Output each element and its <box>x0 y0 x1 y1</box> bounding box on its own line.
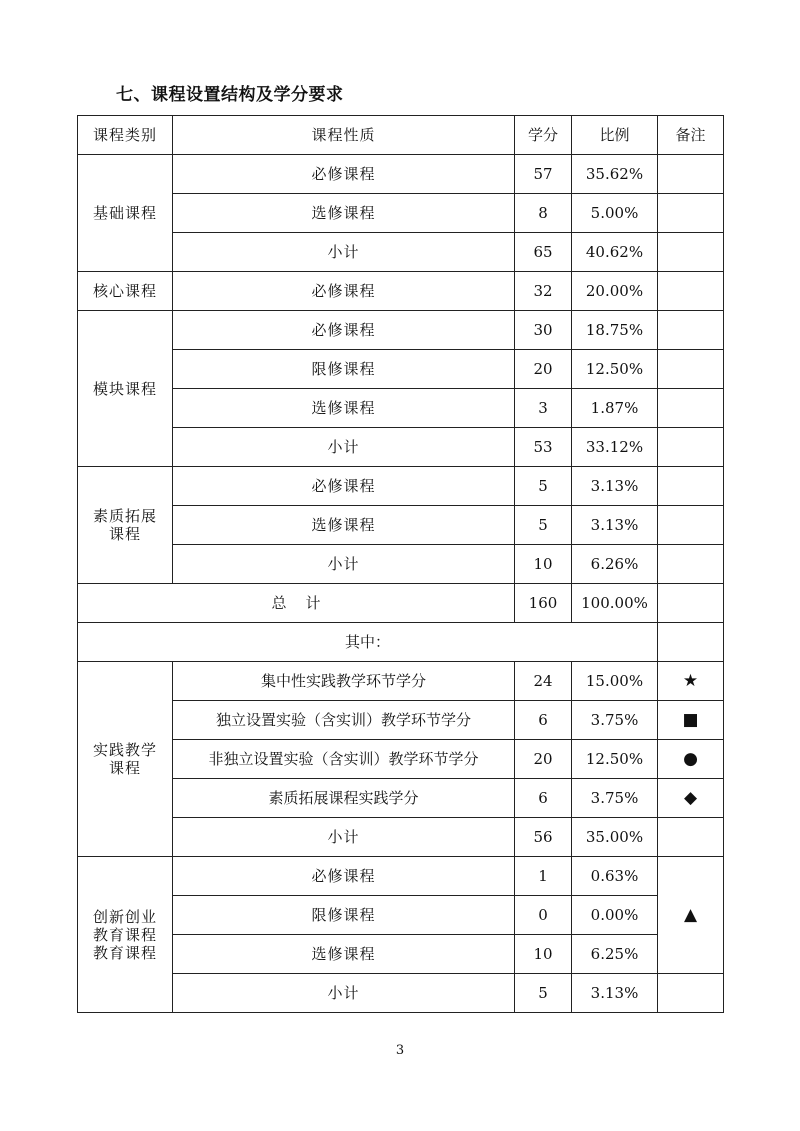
nature-cell: 必修课程 <box>173 155 515 194</box>
header-remark: 备注 <box>658 116 724 155</box>
ratio-cell: 33.12% <box>572 428 658 467</box>
credits-cell: 20 <box>515 350 572 389</box>
diamond-icon: ◆ <box>658 779 724 818</box>
nature-cell: 限修课程 <box>173 896 515 935</box>
nature-cell: 必修课程 <box>173 272 515 311</box>
remark-cell <box>658 974 724 1013</box>
nature-cell: 选修课程 <box>173 194 515 233</box>
remark-cell <box>658 467 724 506</box>
ratio-cell: 3.13% <box>572 506 658 545</box>
ratio-cell: 6.26% <box>572 545 658 584</box>
credits-cell: 6 <box>515 779 572 818</box>
table-row <box>78 350 724 389</box>
nature-cell: 独立设置实验（含实训）教学环节学分 <box>173 701 515 740</box>
ratio-cell: 15.00% <box>572 662 658 701</box>
nature-cell: 必修课程 <box>173 857 515 896</box>
category-innovation <box>78 857 173 1013</box>
star-icon: ★ <box>658 662 724 701</box>
total-label: 总 计 <box>78 584 515 623</box>
nature-cell: 限修课程 <box>173 350 515 389</box>
table-row <box>78 467 724 506</box>
table-row <box>78 155 724 194</box>
table-row <box>78 389 724 428</box>
ratio-cell: 3.75% <box>572 779 658 818</box>
remark-cell <box>658 194 724 233</box>
ratio-cell: 3.13% <box>572 974 658 1013</box>
credits-cell: 24 <box>515 662 572 701</box>
table-row <box>78 857 724 896</box>
table-row <box>78 428 724 467</box>
table-row <box>78 935 724 974</box>
credits-cell: 160 <box>515 584 572 623</box>
ratio-cell: 100.00% <box>572 584 658 623</box>
credits-cell: 53 <box>515 428 572 467</box>
header-credits: 学分 <box>515 116 572 155</box>
header-category: 课程类别 <box>78 116 173 155</box>
credits-cell: 57 <box>515 155 572 194</box>
ratio-cell: 20.00% <box>572 272 658 311</box>
table-row <box>78 545 724 584</box>
category-core: 核心课程 <box>78 272 173 311</box>
category-module: 模块课程 <box>78 311 173 467</box>
credits-cell: 6 <box>515 701 572 740</box>
credits-cell: 65 <box>515 233 572 272</box>
credits-cell: 20 <box>515 740 572 779</box>
page-number: 3 <box>395 1043 405 1058</box>
remark-cell <box>658 311 724 350</box>
credits-cell: 5 <box>515 974 572 1013</box>
remark-cell <box>658 818 724 857</box>
table-row <box>78 272 724 311</box>
category-line: 素质拓展 <box>92 507 157 525</box>
subtotal-label: 小计 <box>173 818 515 857</box>
remark-cell <box>658 545 724 584</box>
subtotal-label: 小计 <box>173 545 515 584</box>
remark-cell <box>658 272 724 311</box>
ratio-cell: 40.62% <box>572 233 658 272</box>
ratio-cell: 6.25% <box>572 935 658 974</box>
credits-cell: 5 <box>515 467 572 506</box>
category-line: 课程 <box>108 759 141 777</box>
table-row <box>78 662 724 701</box>
triangle-icon: ▲ <box>658 857 724 974</box>
subtotal-label: 小计 <box>173 233 515 272</box>
nature-cell: 必修课程 <box>173 311 515 350</box>
ratio-cell: 0.63% <box>572 857 658 896</box>
among-row <box>78 623 724 662</box>
credits-cell: 56 <box>515 818 572 857</box>
credits-cell: 0 <box>515 896 572 935</box>
circle-icon: ● <box>658 740 724 779</box>
category-line: 课程 <box>108 525 141 543</box>
ratio-cell: 35.62% <box>572 155 658 194</box>
credits-cell: 1 <box>515 857 572 896</box>
nature-cell: 必修课程 <box>173 467 515 506</box>
credits-cell: 8 <box>515 194 572 233</box>
ratio-cell: 12.50% <box>572 350 658 389</box>
remark-cell <box>658 428 724 467</box>
table-row <box>78 311 724 350</box>
square-icon: ■ <box>658 701 724 740</box>
credits-cell: 30 <box>515 311 572 350</box>
remark-cell <box>658 389 724 428</box>
remark-cell <box>658 155 724 194</box>
ratio-cell: 35.00% <box>572 818 658 857</box>
table-row <box>78 740 724 779</box>
category-line: 创新创业 <box>92 907 157 926</box>
among-label: 其中： <box>78 623 658 662</box>
category-line: 实践教学 <box>92 741 157 759</box>
credits-cell: 3 <box>515 389 572 428</box>
ratio-cell: 5.00% <box>572 194 658 233</box>
nature-cell: 非独立设置实验（含实训）教学环节学分 <box>173 740 515 779</box>
table-row <box>78 818 724 857</box>
ratio-cell: 3.75% <box>572 701 658 740</box>
header-nature: 课程性质 <box>173 116 515 155</box>
remark-cell <box>658 623 724 662</box>
table-row <box>78 701 724 740</box>
ratio-cell: 3.13% <box>572 467 658 506</box>
category-quality <box>78 467 173 584</box>
nature-cell: 素质拓展课程实践学分 <box>173 779 515 818</box>
ratio-cell: 1.87% <box>572 389 658 428</box>
credits-cell: 5 <box>515 506 572 545</box>
remark-cell <box>658 506 724 545</box>
table-row <box>78 779 724 818</box>
table-row <box>78 896 724 935</box>
category-line: 教育课程 <box>92 925 157 944</box>
header-ratio: 比例 <box>572 116 658 155</box>
category-basic: 基础课程 <box>78 155 173 272</box>
remark-cell <box>658 233 724 272</box>
nature-cell: 选修课程 <box>173 389 515 428</box>
table-row <box>78 233 724 272</box>
table-row <box>78 506 724 545</box>
subtotal-label: 小计 <box>173 974 515 1013</box>
category-practice <box>78 662 173 857</box>
ratio-cell: 18.75% <box>572 311 658 350</box>
course-structure-table <box>77 115 724 1013</box>
ratio-cell: 12.50% <box>572 740 658 779</box>
table-row <box>78 194 724 233</box>
nature-cell: 选修课程 <box>173 506 515 545</box>
credits-cell: 10 <box>515 545 572 584</box>
remark-cell <box>658 584 724 623</box>
table-header-row <box>78 116 724 155</box>
subtotal-label: 小计 <box>173 428 515 467</box>
section-heading: 七、课程设置结构及学分要求 <box>116 85 344 105</box>
table-row <box>78 974 724 1013</box>
category-line: 教育课程 <box>92 943 157 962</box>
credits-cell: 10 <box>515 935 572 974</box>
ratio-cell: 0.00% <box>572 896 658 935</box>
credits-cell: 32 <box>515 272 572 311</box>
nature-cell: 选修课程 <box>173 935 515 974</box>
total-row <box>78 584 724 623</box>
remark-cell <box>658 350 724 389</box>
nature-cell: 集中性实践教学环节学分 <box>173 662 515 701</box>
